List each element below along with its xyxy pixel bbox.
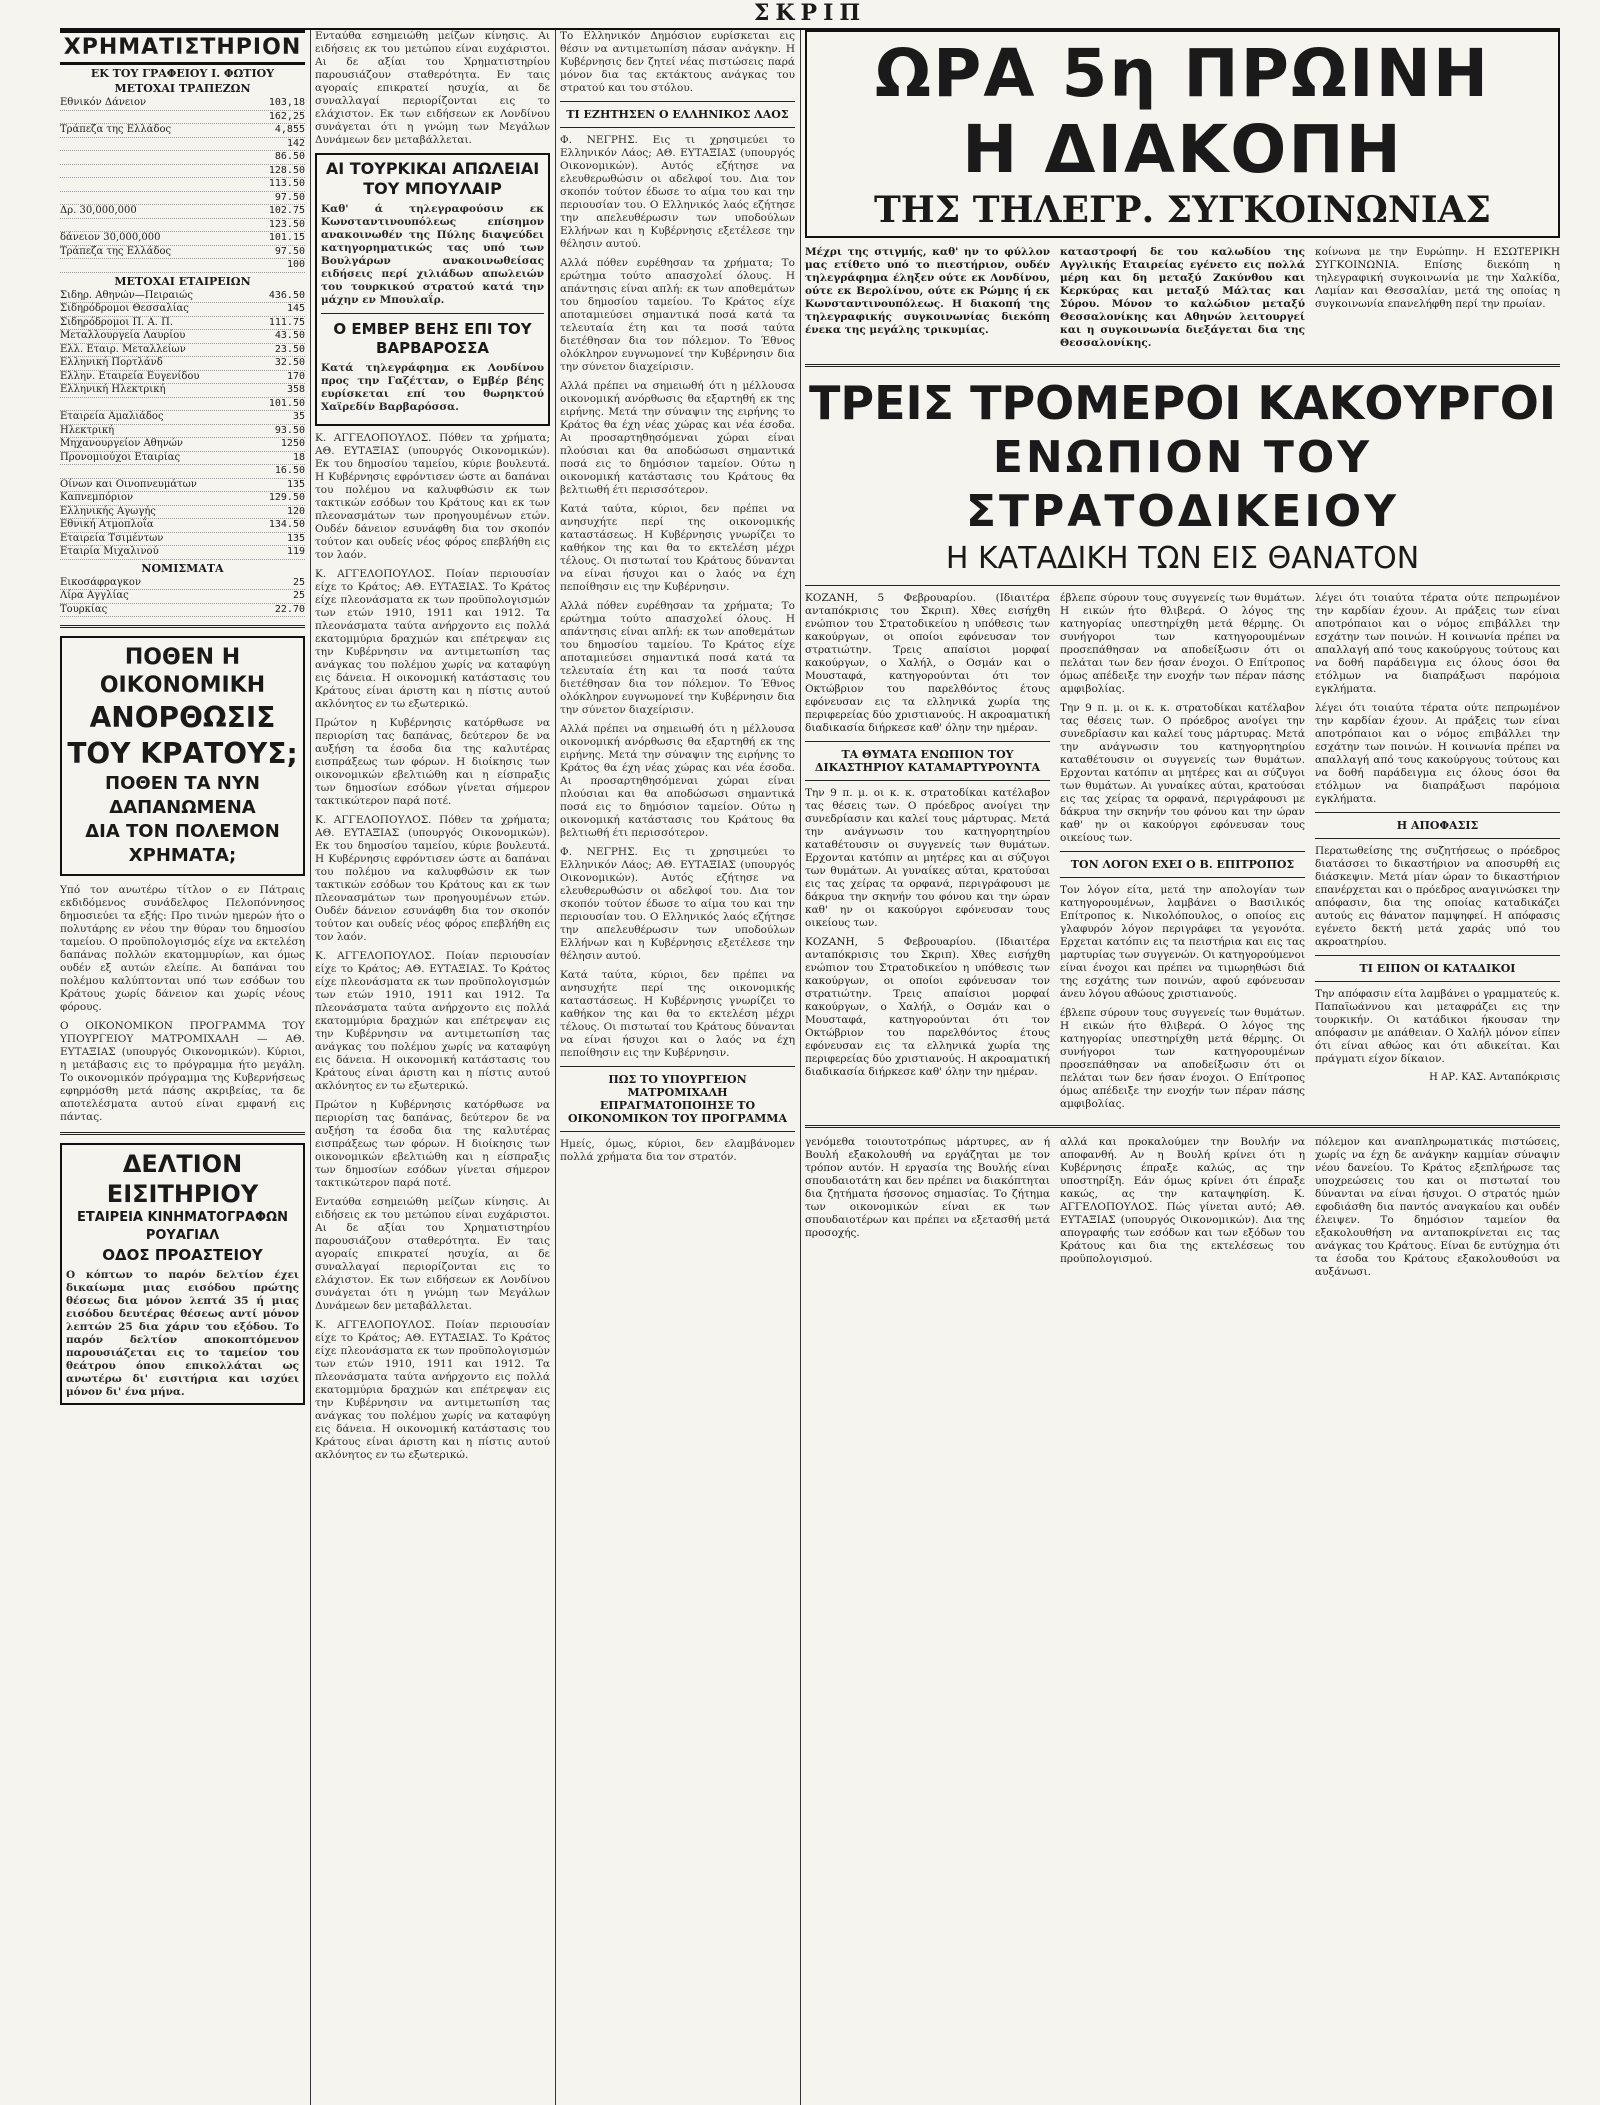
col3-text-6: Ημείς, όμως, κύριοι, δεν ελαμβάνομεν πολλά χρήματα δια τον στρατόν.: [560, 1138, 795, 1163]
market-row-value: 93.50: [274, 424, 305, 436]
col2-text-1b: Ενταύθα εσημειώθη μείζων κίνησις. Αι ειδήσεις εκ του μετώπου είναι ευχάριστοι. Αι δε αξίαι του Χρηματιστηρίου παρουσιάζουν σταθερότητα. Εν ταις αγοραίς επικρατεί ησυχία, αι δε συναλλαγαί περιορίζονται εις το ελάχιστον. Εκ των ειδήσεων εκ Λονδίνου συνάγεται ότι η γνώμη των Μεγάλων Δυνάμεων δεν μεταβάλλεται.: [315, 1196, 550, 1312]
market-row: [60, 371, 305, 385]
market-row-name: Εταιρεία Αμαλιάδος: [60, 411, 164, 422]
criminals-headline-3: Η ΚΑΤΑΔΙΚΗ ΤΩΝ ΕΙΣ ΘΑΝΑΤΟΝ: [945, 541, 1420, 576]
divider: [60, 1132, 305, 1135]
criminals-text-3: έβλεπε σύρουν τους συγγενείς των θυμάτων. Η εικών ήτο θλιβερά. Ο λόγος της κατηγορίας υπεστηρίχθη μετά θέρμης. Οι συνήγοροι των κατηγορουμένων προσεπάθησαν να αποδείξωσιν ότι οι πελάται των δεν ήσαν ένοχοι. Ο Επίτροπος όμως απέδειξε την ενοχήν των πέραν πάσης αμφιβολίας.: [1060, 592, 1305, 695]
criminals-text-2b: Την 9 π. μ. οι κ. κ. στρατοδίκαι κατέλαβον τας θέσεις των. Ο πρόεδρος ανοίγει την συνεδρίασιν και καλεί τους μάρτυρας. Μετά την ανάγνωσιν του κατηγορητηρίου καταθέτουσιν οι συγγενείς των θυμάτων. Ερχονται κατόπιν αι μητέρες και αι σύζυγοι των θυμάτων. Αι γυναίκες αύται, κρατούσαι εις τας χείρας τα ορφανά, περιγράφουσι με δάκρυα την σκηνήν του φόνου και την ώραν καθ' ην οι κακούργοι εφόνευσαν τους οικείους των.: [1060, 702, 1305, 844]
market-row: [60, 604, 305, 618]
telegraph-headline-3: ΤΗΣ ΤΗΛΕΓΡ. ΣΥΓΚΟΙΝΩΝΙΑΣ: [874, 189, 1491, 231]
turkish-losses-box: [315, 153, 550, 426]
col3-text-3: Αλλά πόθεν ευρέθησαν τα χρήματα; Το ερώτημα τούτο απασχολεί όλους. Η απάντησις είναι απλή: εκ των αποθεμάτων του δημοσίου ταμείου. Το Κράτος είχε αποταμιεύσει σημαντικά ποσά κατά τα τελευταία έτη και τα ποσά ταύτα διετέθησαν δια τον πόλεμον. Το Έθνος ολόκληρον ευγνωμονεί την Κυβέρνησιν δια την σύνετον διαχείρισιν.: [560, 257, 795, 373]
market-title: ΧΡΗΜΑΤΙΣΤΗΡΙΟΝ: [60, 30, 305, 65]
telegraph-body: [805, 246, 1560, 350]
bottom-right-body: [805, 1136, 1560, 1279]
divider: [805, 1125, 1560, 1128]
market-row: [60, 425, 305, 439]
divider: [60, 625, 305, 628]
market-row-name: Σιδηρ. Αθηνών—Πειραιώς: [60, 289, 193, 301]
stock-market-section: [60, 30, 305, 617]
divider: [1315, 812, 1560, 813]
market-row-value: 100: [286, 259, 305, 270]
market-row: [60, 506, 305, 520]
market-row: [60, 290, 305, 304]
divider: [1315, 981, 1560, 982]
market-row-name: Καπνεμπόριον: [60, 492, 134, 503]
market-row-name: Ελληνική Πορτλάνδ: [60, 357, 163, 368]
col2-text-3: Κ. ΑΓΓΕΛΟΠΟΥΛΟΣ. Ποίαν περιουσίαν είχε το Κράτος; ΑΘ. ΕΥΤΑΞΙΑΣ. Το Κράτος είχε πλεονάσματα εκ των προϋπολογισμών των ετών 1910, 1911 και 1912. Τα πλεονάσματα ταύτα ανήρχοντο εις πολλά εκατομμύρια δραχμών και επέτρεψαν εις την Κυβέρνησιν να αντιμετωπίση τας ανάγκας του πολέμου χωρίς να καταφύγη εις δάνεια. Η οικονομική κατάστασις του Κράτους είναι άριστη και η πίστις αυτού ακλόνητος εν τω εξωτερικώ.: [315, 568, 550, 710]
bottom-right-text-3: πόλεμον και αναπληρωματικάς πιστώσεις, χωρίς να έχη δε ανάγκην καμμίαν σύναψιν νέου δανείου. Το Κράτος εξεπλήρωσε τας υποχρεώσεις του και οι πιστωταί του δύνανται να είναι ήσυχοι. Ο στρατός ημών εφοδιάσθη δια παντός αναγκαίου και ουδέν έλειψεν. Το δημόσιον ταμείον θα εξακολουθήση να ανταποκρίνεται εις τας ανάγκας του Κράτους. Είναι δε ευτύχημα ότι τα έσοδα του Κράτους εξακολουθούσι να αυξάνωσι.: [1315, 1136, 1560, 1278]
divider: [1060, 851, 1305, 852]
market-row-name: Οίνων και Οινοπνευμάτων: [60, 478, 197, 490]
market-row-name: Ελλ. Εταιρ. Μεταλλείων: [60, 343, 186, 355]
market-row: [60, 303, 305, 317]
market-row-value: 102.75: [268, 205, 305, 216]
divider: [560, 127, 795, 128]
market-row: [60, 178, 305, 192]
market-row: [60, 492, 305, 506]
criminals-heading-1: ΤΑ ΘΥΜΑΤΑ ΕΝΩΠΙΟΝ ΤΟΥ ΔΙΚΑΣΤΗΡΙΟΥ ΚΑΤΑΜΑΡΤΥΡΟΥΝΤΑ: [814, 748, 1041, 774]
col2-text-3b: Κ. ΑΓΓΕΛΟΠΟΥΛΟΣ. Ποίαν περιουσίαν είχε το Κράτος; ΑΘ. ΕΥΤΑΞΙΑΣ. Το Κράτος είχε πλεονάσματα εκ των προϋπολογισμών των ετών 1910, 1911 και 1912. Τα πλεονάσματα ταύτα ανήρχοντο εις πολλά εκατομμύρια δραχμών και επέτρεψαν εις την Κυβέρνησιν να αντιμετωπίση τας ανάγκας του πολέμου χωρίς να καταφύγη εις δάνεια. Η οικονομική κατάστασις του Κράτους είναι άριστη και η πίστις αυτού ακλόνητος εν τω εξωτερικώ.: [315, 950, 550, 1092]
market-row-value: 135: [286, 478, 305, 490]
market-row: [60, 111, 305, 125]
market-row-value: 43.50: [274, 330, 305, 341]
enver-text: Κατά τηλεγράφημα εκ Λονδίνου προς την Γαζέτταν, ο Εμβέρ βέης ευρίσκεται επί του θωρηκτού Χαϊρεδίν Βαρβαρόσσα.: [321, 362, 544, 413]
market-row-name: Δρ. 30,000,000: [60, 205, 137, 216]
recovery-headline-2: ΑΝΟΡΘΩΣΙΣ ΤΟΥ ΚΡΑΤΟΥΣ;: [67, 701, 298, 770]
column-3: [560, 30, 795, 1170]
col3-text-2b: Φ. ΝΕΓΡΗΣ. Εις τι χρησιμεύει το Ελληνικόν Λάος; ΑΘ. ΕΥΤΑΞΙΑΣ (υπουργός Οικονομικών). Αυτός εζήτησε να ελευθερωθώσιν οι αδελφοί του. Δια τον σκοπόν τούτον έδωσε το αίμα του και την περιουσίαν του. Ο Ελληνικός λαός εζήτησε την απελευθέρωσιν των υποδούλων Ελλήνων και η Κυβέρνησις εξετέλεσε την θέλησιν αυτού.: [560, 846, 795, 962]
criminals-text-2: Την 9 π. μ. οι κ. κ. στρατοδίκαι κατέλαβον τας θέσεις των. Ο πρόεδρος ανοίγει την συνεδρίασιν και καλεί τους μάρτυρας. Μετά την ανάγνωσιν του κατηγορητηρίου καταθέτουσιν οι συγγενείς των θυμάτων. Ερχονται κατόπιν αι μητέρες και αι σύζυγοι των θυμάτων. Αι γυναίκες αύται, κρατούσαι εις τας χείρας τα ορφανά, περιγράφουσι με δάκρυα την σκηνήν του φόνου και την ώραν καθ' ην οι κακούργοι εφόνευσαν τους οικείους των.: [805, 787, 1050, 929]
column-divider: [800, 30, 801, 2105]
col3-text-5: Κατά ταύτα, κύριοι, δεν πρέπει να ανησυχήτε περί της οικονομικής καταστάσεως. Η Κυβέρνησις γνωρίζει το καθήκον της και θα το εκτελέση μέχρι τέλους. Οι πιστωταί του Κράτους δύνανται να είναι ήσυχοι και ο λαός να έχη πεποίθησιν εις την Κυβέρνησιν.: [560, 503, 795, 593]
right-section: [805, 30, 1560, 2105]
divider: [1060, 877, 1305, 878]
market-row-value: 128.50: [268, 164, 305, 176]
criminals-text-4: Τον λόγον είτα, μετά την απολογίαν των κατηγορουμένων, λαμβάνει ο Βασιλικός Επίτροπος κ. Νικολόπουλος, ο οποίος εις γλαφυρόν λόγον περιγράφει τα γεγονότα. Ερχεται κατόπιν εις τα πειστήρια και εις τας μαρτυρίας των συγγενών. Οι κατηγορούμενοι είναι ένοχοι και πρέπει να τιμωρηθώσι διά της εσχάτης των ποινών, αφού εφόνευσαν άνευ λόγου αθώους χριστιανούς.: [1060, 884, 1305, 1000]
divider: [805, 585, 1560, 586]
criminals-heading-4: ΤΙ ΕΙΠΟΝ ΟΙ ΚΑΤΑΔΙΚΟΙ: [1359, 962, 1516, 975]
ticket-title: ΔΕΛΤΙΟΝ ΕΙΣΙΤΗΡΙΟΥ: [106, 1150, 259, 1208]
bottom-right-text-2: αλλά και προκαλούμεν την Βουλήν να αποφανθή. Αν η Βουλή κρίνει ότι η Κυβέρνησις έπραξε καλώς, ας την υποστηρίξη. Εάν όμως κρίνει ότι έπραξε κακώς, ας την καταψηφίση. Κ. ΑΓΓΕΛΟΠΟΥΛΟΣ. Πώς γίνεται αυτό; ΑΘ. ΕΥΤΑΞΙΑΣ (υπουργός Οικονομικών). Δια της απογραφής των εσόδων και των εξόδων του Κράτους και δια της εκτελέσεως του προϋπολογισμού.: [1060, 1136, 1305, 1265]
market-row-value: 145: [286, 303, 305, 314]
telegraph-text-1: Μέχρι της στιγμής, καθ' ην το φύλλον μας ετίθετο υπό το πιεστήριον, ουδέν τηλεγράφημα έληξεν ούτε εκ Λονδίνου, ούτε εκ Βερολίνου, ούτε εκ Ρώμης ή εκ Κωνσταντινουπόλεως. Η διακοπή της τηλεγραφικής συγκοινωνίας διεκόπη ένεκα της μεγάλης τρικυμίας.: [805, 246, 1050, 336]
market-row-value: 16.50: [274, 465, 305, 476]
market-row-value: 142: [286, 137, 305, 149]
market-row-value: 35: [292, 411, 305, 422]
market-row: [60, 165, 305, 179]
criminals-heading-3: Η ΑΠΟΦΑΣΙΣ: [1396, 819, 1479, 832]
divider: [560, 1131, 795, 1132]
market-row: [60, 151, 305, 165]
market-row-value: 101.15: [268, 232, 305, 243]
newspaper-title: ΣΚΡΙΠ: [753, 0, 867, 26]
divider: [321, 313, 544, 314]
market-row: [60, 398, 305, 412]
market-row-name: Μεταλλουργεία Λαυρίου: [60, 330, 186, 341]
divider: [1315, 838, 1560, 839]
market-companies-heading: ΜΕΤΟΧΑΙ ΕΤΑΙΡΕΙΩΝ: [114, 274, 251, 288]
divider: [560, 1066, 795, 1067]
market-row-value: 170: [286, 370, 305, 382]
market-row: [60, 97, 305, 111]
recovery-headline-4: ΔΙΑ ΤΟΝ ΠΟΛΕΜΟΝ ΧΡΗΜΑΤΑ;: [85, 821, 280, 866]
market-currency-heading: ΝΟΜΙΣΜΑΤΑ: [141, 561, 224, 575]
market-row: [60, 479, 305, 493]
col3-heading-1: ΤΙ ΕΖΗΤΗΣΕΝ Ο ΕΛΛΗΝΙΚΟΣ ΛΑΟΣ: [566, 108, 789, 121]
market-row-value: 358: [286, 384, 305, 395]
ticket-company: ΕΤΑΙΡΕΙΑ ΚΙΝΗΜΑΤΟΓΡΑΦΩΝ ΡΟΥΑΓΙΑΛ: [77, 1210, 288, 1243]
market-row: [60, 590, 305, 604]
col2-text-4b: Πρώτον η Κυβέρνησις κατόρθωσε να περιορίση τας δαπάνας, δεύτερον δε να αυξήση τα έσοδα δια της καλυτέρας εισπράξεως των φόρων. Η διοίκησις των οικονομικών εβελτιώθη και η είσπραξις των δημοσίων εσόδων γίνεται σήμερον τακτικώτερον παρά ποτέ.: [315, 1099, 550, 1189]
criminals-text-1: ΚΟΖΑΝΗ, 5 Φεβρουαρίου. (Ιδιαιτέρα ανταπόκρισις του Σκριπ). Χθες εισήχθη ενώπιον του Στρατοδικείου η υπόθεσις των κακούργων, οι οποίοι εφόνευσαν τον στρατιώτην. Τρεις απαίσιοι μορφαί κακούργων, ο Χαλήλ, ο Οσμάν και ο Μουσταφά, κατηγορούνται ότι τον Οκτώβριον του παρελθόντος έτους εφόνευσαν εις τα ελληνικά χωρία της περιφερείας δύο χριστιανούς. Η ακροαματική διαδικασία διήρκεσε καθ' όλην την ημέραν.: [805, 592, 1050, 734]
telegraph-headline-box: [805, 30, 1560, 238]
col3-text-5b: Κατά ταύτα, κύριοι, δεν πρέπει να ανησυχήτε περί της οικονομικής καταστάσεως. Η Κυβέρνησις γνωρίζει το καθήκον της και θα το εκτελέση μέχρι τέλους. Οι πιστωταί του Κράτους δύνανται να είναι ήσυχοι και ο λαός να έχη πεποίθησιν εις την Κυβέρνησιν.: [560, 969, 795, 1059]
criminals-text-5b: λέγει ότι τοιαύτα τέρατα ούτε πεπρωμένον την καρδίαν έχουν. Αι πράξεις των είναι αποτρόπαιοι και ο νόμος επιβάλλει την εσχάτην των ποινών. Η κοινωνία πρέπει να απαλλαγή από τους κακούργους τούτους και να δοθή παράδειγμα εις όλους όσοι θα ετόλμων να διαπράξωσι παρόμοια εγκλήματα.: [1315, 702, 1560, 805]
telegraph-text-3: κοίνωνα με την Ευρώπην. Η ΕΣΩΤΕΡΙΚΗ ΣΥΓΚΟΙΝΩΝΙΑ. Επίσης διεκόπη η τηλεγραφική συγκοινωνία με την Χαλκίδα, Λαμίαν και Θεσσαλίαν, μετά της οποίας η συγκοινωνία επανελήφθη περί την πρωίαν.: [1315, 246, 1560, 310]
market-row: [60, 519, 305, 533]
market-row-value: 123.50: [268, 218, 305, 230]
market-row-value: 436.50: [268, 289, 305, 301]
market-row-value: 113.50: [268, 178, 305, 189]
col3-text-4b: Αλλά πρέπει να σημειωθή ότι η μέλλουσα οικονομική ανόρθωσις θα εξαρτηθή εκ της ειρήνης. Μετά την σύναψιν της ειρήνης το Κράτος θα έχη νέας χώρας και νέα έσοδα. Αι προσαρτηθησόμεναι χώραι είναι πλούσιαι και θα αποδώσωσι σημαντικά ποσά εις το δημόσιον ταμείον. Ούτω η οικονομική κατάστασις του Κράτους θα βελτιωθή έτι περισσότερον.: [560, 723, 795, 839]
criminals-heading-2: ΤΟΝ ΛΟΓΟΝ ΕΧΕΙ Ο Β. ΕΠΙΤΡΟΠΟΣ: [1070, 858, 1295, 871]
market-row: [60, 465, 305, 479]
recovery-headline-3: ΠΟΘΕΝ ΤΑ ΝΥΝ ΔΑΠΑΝΩΜΕΝΑ: [105, 773, 260, 818]
telegraph-headline-1: ΩΡΑ 5η ΠΡΩΙΝΗ: [874, 35, 1491, 112]
market-row: [60, 546, 305, 560]
column-2: [315, 30, 550, 1468]
recovery-headline-1: ΠΟΘΕΝ Η ΟΙΚΟΝΟΜΙΚΗ: [99, 645, 266, 698]
market-row-value: 1250: [280, 438, 305, 449]
market-banks-heading: ΜΕΤΟΧΑΙ ΤΡΑΠΕΖΩΝ: [114, 82, 251, 95]
market-row-name: Εταιρεία Τσιμέντων: [60, 532, 164, 544]
telegraph-text-2: καταστροφή δε του καλωδίου της Αγγλικής Εταιρείας εγένετο εις πολλά μέρη και δη μεταξύ Ζακύνθου και Κερκύρας και μεταξύ Μάλτας και Σύρου. Μόνον το καλώδιον μεταξύ Θεσσαλονίκης και Αθηνών λειτουργεί και η συγκοινωνία διεξάγεται δια της Θεσσαλονίκης.: [1060, 246, 1305, 349]
market-currency-list: [60, 577, 305, 618]
criminals-col-3: [1315, 592, 1560, 1117]
market-row-name: Τράπεζα της Ελλάδος: [60, 245, 172, 257]
market-row-name: Εθνικόν Δάνειον: [60, 97, 147, 108]
col3-text-1: Το Ελληνικόν Δημόσιον ευρίσκεται εις θέσιν να αντιμετωπίση πάσαν ανάγκην. Η Κυβέρνησις δεν ζητεί νέας πιστώσεις παρά μόνον δια τας εκτάκτους ανάγκας του στρατού και του στόλου.: [560, 30, 795, 94]
market-row-value: 32.50: [274, 357, 305, 368]
criminals-body: [805, 592, 1560, 1117]
market-row-value: 119: [286, 546, 305, 557]
market-row-value: 4,855: [274, 124, 305, 135]
divider: [805, 364, 1560, 367]
market-row: [60, 533, 305, 547]
market-row-value: 25: [292, 576, 305, 588]
criminals-col-1: [805, 592, 1050, 1117]
market-row-value: 23.50: [274, 343, 305, 355]
market-row-name: Σιδηρόδρομοι Θεσσαλίας: [60, 303, 189, 314]
market-row-name: δάνειον 30,000,000: [60, 232, 161, 243]
market-row: [60, 317, 305, 331]
market-row-value: 129.50: [268, 492, 305, 503]
column-1: [60, 30, 305, 1405]
market-row: [60, 205, 305, 219]
criminals-text-5: λέγει ότι τοιαύτα τέρατα ούτε πεπρωμένον την καρδίαν έχουν. Αι πράξεις των είναι αποτρόπαιοι και ο νόμος επιβάλλει την εσχάτην των ποινών. Η κοινωνία πρέπει να απαλλαγή από τους κακούργους τούτους και να δοθή παράδειγμα εις όλους όσοι θα ετόλμων να διαπράξωσι παρόμοια εγκλήματα.: [1315, 592, 1560, 695]
market-row-value: 86.50: [274, 151, 305, 162]
market-row-name: Ελληνική Ηλεκτρική: [60, 384, 166, 395]
market-row-value: 97.50: [274, 191, 305, 203]
market-row: [60, 438, 305, 452]
divider: [805, 780, 1050, 781]
criminals-text-1b: ΚΟΖΑΝΗ, 5 Φεβρουαρίου. (Ιδιαιτέρα ανταπόκρισις του Σκριπ). Χθες εισήχθη ενώπιον του Στρατοδικείου η υπόθεσις των κακούργων, οι οποίοι εφόνευσαν τον στρατιώτην. Τρεις απαίσιοι μορφαί κακούργων, ο Χαλήλ, ο Οσμάν και ο Μουσταφά, κατηγορούνται ότι τον Οκτώβριον του παρελθόντος έτους εφόνευσαν εις τα ελληνικά χωρία της περιφερείας δύο χριστιανούς. Η ακροαματική διαδικασία διήρκεσε καθ' όλην την ημέραν.: [805, 936, 1050, 1078]
col3-text-4: Αλλά πρέπει να σημειωθή ότι η μέλλουσα οικονομική ανόρθωσις θα εξαρτηθή εκ της ειρήνης. Μετά την σύναψιν της ειρήνης το Κράτος θα έχη νέας χώρας και νέα έσοδα. Αι προσαρτηθησόμεναι χώραι είναι πλούσιαι και θα αποδώσωσι σημαντικά ποσά εις το δημόσιον ταμείον. Ούτω η οικονομική κατάστασις του Κράτους θα βελτιωθή έτι περισσότερον.: [560, 380, 795, 496]
recovery-body: Υπό τον ανωτέρω τίτλον ο εν Πάτραις εκδιδόμενος συνάδελφος Πελοπόννησος δημοσιεύει τα εξής: Προ τινών ημερών ήτο ο πολυτάρης εν νέου την θύραν του δημοσίου ταμείου. Ο προϋπολογισμός είχε να εκτελέση δαπάνας πολλών εκατομμυρίων, και όμως ουδέν εξ αυτών ελείπε. Αι δαπάναι του πολέμου καλύπτονται υπό των εσόδων του Κράτους χωρίς δάνειον και χωρίς νέους φόρους.: [60, 884, 305, 1013]
market-row: [60, 232, 305, 246]
market-row-value: 97.50: [274, 245, 305, 257]
market-banks-list: [60, 97, 305, 273]
criminals-col-2: [1060, 592, 1305, 1117]
column-divider: [555, 30, 556, 2105]
market-row-name: Προνομιούχοι Εταιρίας: [60, 451, 181, 463]
market-row: [60, 452, 305, 466]
market-companies-list: [60, 290, 305, 560]
market-row-value: 101.50: [268, 397, 305, 409]
market-row: [60, 384, 305, 398]
telegraph-headline-2: Η ΔΙΑΚΟΠΗ: [962, 111, 1403, 188]
masthead: [60, 0, 1560, 30]
market-row-name: Ελληνικής Αγωγής: [60, 505, 156, 517]
market-row-value: 162,25: [268, 110, 305, 122]
ticket-text: Ο κόπτων το παρόν δελτίον έχει δικαίωμα μιας εισόδου πρώτης θέσεως δια μόνον λεπτά 35 ή μιας εισόδου δευτέρας θέσεως αντί μόνον λεπτών 25 δια χάριν του εξόδου. Το παρόν δελτίον αποκοπτόμενον παρουσιάζεται εις το ταμείον του θεάτρου όπου επικολλάται ως ανωτέρω δι' εισιτήρια και ισχύει μόνον δι' ένα μήνα.: [66, 1269, 299, 1398]
market-row-name: Μηχανουργείον Αθηνών: [60, 438, 184, 449]
criminals-signature: Η ΑΡ. ΚΑΣ. Ανταπόκρισις: [1429, 1072, 1560, 1083]
criminals-text-3b: έβλεπε σύρουν τους συγγενείς των θυμάτων. Η εικών ήτο θλιβερά. Ο λόγος της κατηγορίας υπεστηρίχθη μετά θέρμης. Οι συνήγοροι των κατηγορουμένων προσεπάθησαν να αποδείξωσιν ότι οι πελάται των δεν ήσαν ένοχοι. Ο Επίτροπος όμως απέδειξε την ενοχήν των πέραν πάσης αμφιβολίας.: [1060, 1007, 1305, 1110]
market-row-name: Εθνική Ατμοπλοΐα: [60, 519, 154, 530]
criminals-headline-2: ΕΝΩΠΙΟΝ ΤΟΥ ΣΤΡΑΤΟΔΙΚΕΙΟΥ: [965, 432, 1399, 537]
market-row: [60, 344, 305, 358]
market-row-value: 111.75: [268, 316, 305, 328]
market-row: [60, 138, 305, 152]
market-row: [60, 219, 305, 233]
turkish-losses-title: ΑΙ ΤΟΥΡΚΙΚΑΙ ΑΠΩΛΕΙΑΙ ΤΟΥ ΜΠΟΥΛΑΙΡ: [325, 159, 540, 198]
col2-text-4: Πρώτον η Κυβέρνησις κατόρθωσε να περιορίση τας δαπάνας, δεύτερον δε να αυξήση τα έσοδα δια της καλυτέρας εισπράξεως των φόρων. Η διοίκησις των οικονομικών εβελτιώθη και η είσπραξις των δημοσίων εσόδων γίνεται σήμερον τακτικώτερον παρά ποτέ.: [315, 717, 550, 807]
col3-heading-2: ΠΩΣ ΤΟ ΥΠΟΥΡΓΕΙΟΝ ΜΑΤΡΟΜΙΧΑΛΗ ΕΠΡΑΓΜΑΤΟΠΟΙΗΣΕ ΤΟ ΟΙΚΟΝΟΜΙΚΟΝ ΤΟΥ ΠΡΟΓΡΑΜΜΑ: [567, 1073, 788, 1125]
market-row: [60, 246, 305, 260]
recovery-headline-box: [60, 636, 305, 876]
bottom-right-text-1: γενόμεθα τοιουτοτρόπως μάρτυρες, αν ή Βουλή εξακολουθή να εργάζηται με τον τρόπον αυτόν. Η εργασία της Βουλής είναι σπουδαιοτάτη και δεν πρέπει να διακόπτηται δια ζητήματα ήσσονος σημασίας. Το ζήτημα των οικονομικών είναι εκ των σπουδαιοτέρων και πρέπει να εξετασθή μετά προσοχής.: [805, 1136, 1050, 1239]
col2-text-2b: Κ. ΑΓΓΕΛΟΠΟΥΛΟΣ. Πόθεν τα χρήματα; ΑΘ. ΕΥΤΑΞΙΑΣ (υπουργός Οικονομικών). Εκ του δημοσίου ταμείου, κύριε βουλευτά. Η Κυβέρνησις εφρόντισεν ώστε αι δαπάναι του πολέμου να καλυφθώσιν εκ των τακτικών εσόδων του Κράτους και εκ των πλεονασμάτων των προηγουμένων ετών. Ουδέν δάνειον εσυνάφθη δια τον σκοπόν τούτον και ουδείς νέος φόρος επεβλήθη εις τον λαόν.: [315, 814, 550, 943]
market-row: [60, 411, 305, 425]
market-row-value: 18: [292, 451, 305, 463]
market-row: [60, 357, 305, 371]
divider: [560, 101, 795, 102]
column-divider: [310, 30, 311, 2105]
market-row-name: Σιδηρόδρομοι Π. Α. Π.: [60, 316, 173, 328]
market-row: [60, 259, 305, 273]
market-row-value: 103,18: [268, 97, 305, 108]
market-row-value: 120: [286, 505, 305, 517]
col3-text-3b: Αλλά πόθεν ευρέθησαν τα χρήματα; Το ερώτημα τούτο απασχολεί όλους. Η απάντησις είναι απλή: εκ των αποθεμάτων του δημοσίου ταμείου. Το Κράτος είχε αποταμιεύσει σημαντικά ποσά κατά τα τελευταία έτη και τα ποσά ταύτα διετέθησαν δια τον πόλεμον. Το Έθνος ολόκληρον ευγνωμονεί την Κυβέρνησιν δια την σύνετον διαχείρισιν.: [560, 600, 795, 716]
market-row: [60, 330, 305, 344]
criminals-headline-block: [805, 375, 1560, 579]
market-row: [60, 124, 305, 138]
recovery-program-body: Ο ΟΙΚΟΝΟΜΙΚΟΝ ΠΡΟΓΡΑΜΜΑ ΤΟΥ ΥΠΟΥΡΓΕΙΟΥ ΜΑΤΡΟΜΙΧΑΛΗ — ΑΘ. ΕΥΤΑΞΙΑΣ (υπουργός Οικονομικών). Κύριοι, η μετάβασις εις το πρόγραμμα ήτο μεγάλη. Το οικονομικόν πρόγραμμα της Κυβερνήσεως εφηρμόσθη μετά πάσης ακριβείας, τα δε αποτελέσματα αυτού είναι εμφανή εις πάντας.: [60, 1020, 305, 1123]
col2-text-2: Κ. ΑΓΓΕΛΟΠΟΥΛΟΣ. Πόθεν τα χρήματα; ΑΘ. ΕΥΤΑΞΙΑΣ (υπουργός Οικονομικών). Εκ του δημοσίου ταμείου, κύριε βουλευτά. Η Κυβέρνησις εφρόντισεν ώστε αι δαπάναι του πολέμου να καλυφθώσιν εκ των τακτικών εσόδων του Κράτους και εκ των πλεονασμάτων των προηγουμένων ετών. Ουδέν δάνειον εσυνάφθη δια τον σκοπόν τούτον και ουδείς νέος φόρος επεβλήθη εις τον λαόν.: [315, 432, 550, 561]
col2-text-3c: Κ. ΑΓΓΕΛΟΠΟΥΛΟΣ. Ποίαν περιουσίαν είχε το Κράτος; ΑΘ. ΕΥΤΑΞΙΑΣ. Το Κράτος είχε πλεονάσματα εκ των προϋπολογισμών των ετών 1910, 1911 και 1912. Τα πλεονάσματα ταύτα ανήρχοντο εις πολλά εκατομμύρια δραχμών και επέτρεψαν εις την Κυβέρνησιν να αντιμετωπίση τας ανάγκας του πολέμου χωρίς να καταφύγη εις δάνεια. Η οικονομική κατάστασις του Κράτους είναι άριστη και η πίστις αυτού ακλόνητος εν τω εξωτερικώ.: [315, 1319, 550, 1461]
enver-title: Ο ΕΜΒΕΡ ΒΕΗΣ ΕΠΙ ΤΟΥ ΒΑΡΒΑΡΟΣΣΑ: [333, 320, 532, 357]
criminals-text-6: Περατωθείσης της συζητήσεως ο πρόεδρος διατάσσει το δικαστήριον να αποσυρθή εις διάσκεψιν. Μετά μίαν ώραν το δικαστήριον επανέρχεται και ο πρόεδρος αναγινώσκει την απόφασιν, δια της οποίας καταδικάζει αυτούς εις θάνατον παμψηφεί. Η απόφασις εγένετο δεκτή μετά χαράς υπό του ακροατηρίου.: [1315, 845, 1560, 948]
market-row-name: Λίρα Αγγλίας: [60, 590, 129, 601]
newspaper-page: [60, 0, 1560, 2105]
criminals-text-7: Την απόφασιν είτα λαμβάνει ο γραμματεύς κ. Παπαϊωάννου και μεταφράζει εις την τουρκικήν. Οι κατάδικοι ήκουσαν την απόφασιν με απάθειαν. Ο Χαλήλ μόνον είπεν ότι είναι αθώος και ότι αδικείται. Και πράγματι είχον δίκαιον.: [1315, 988, 1560, 1065]
market-row-value: 22.70: [274, 603, 305, 615]
market-row-name: Ηλεκτρική: [60, 424, 115, 436]
divider: [1315, 955, 1560, 956]
market-row-name: Εταιρία Μιχαλινού: [60, 546, 159, 557]
market-row-name: Ελλην. Εταιρεία Ευγενίδου: [60, 370, 200, 382]
ticket-coupon: [60, 1143, 305, 1405]
col2-text-1: Ενταύθα εσημειώθη μείζων κίνησις. Αι ειδήσεις εκ του μετώπου είναι ευχάριστοι. Αι δε αξίαι του Χρηματιστηρίου παρουσιάζουν σταθερότητα. Εν ταις αγοραίς επικρατεί ησυχία, αι δε συναλλαγαί περιορίζονται εις το ελάχιστον. Εκ των ειδήσεων εκ Λονδίνου συνάγεται ότι η γνώμη των Μεγάλων Δυνάμεων δεν μεταβάλλεται.: [315, 30, 550, 146]
market-row-name: Τράπεζα της Ελλάδος: [60, 124, 172, 135]
market-row-value: 135: [286, 532, 305, 544]
criminals-headline-1: ΤΡΕΙΣ ΤΡΟΜΕΡΟΙ ΚΑΚΟΥΡΓΟΙ: [809, 376, 1556, 430]
market-row-name: Εικοσάφραγκον: [60, 576, 142, 588]
market-row-value: 134.50: [268, 519, 305, 530]
market-row-name: Τουρκίας: [60, 603, 108, 615]
market-source: ΕΚ ΤΟΥ ΓΡΑΦΕΙΟΥ Ι. ΦΩΤΙΟΥ: [90, 67, 275, 80]
col3-text-2: Φ. ΝΕΓΡΗΣ. Εις τι χρησιμεύει το Ελληνικόν Λάος; ΑΘ. ΕΥΤΑΞΙΑΣ (υπουργός Οικονομικών). Αυτός εζήτησε να ελευθερωθώσιν οι αδελφοί του. Δια τον σκοπόν τούτον έδωσε το αίμα του και την περιουσίαν του. Ο Ελληνικός λαός εζήτησε την απελευθέρωσιν των υποδούλων Ελλήνων και η Κυβέρνησις εξετέλεσε την θέλησιν αυτού.: [560, 134, 795, 250]
turkish-losses-text: Καθ' ά τηλεγραφούσιν εκ Κωνσταντινουπόλεως επίσημον ανακοινωθέν της Πύλης διαψεύδει κατηγορηματικώς τας υπό των Βουλγάρων ανακοινωθείσας ειδήσεις περί χιλιάδων απωλειών του τουρκικού στρατού κατά την μάχην εν Μπουλαΐρ.: [321, 203, 544, 306]
market-row: [60, 577, 305, 591]
ticket-street: ΟΔΟΣ ΠΡΟΑΣΤΕΙΟΥ: [102, 1246, 263, 1264]
market-row-value: 25: [292, 590, 305, 601]
market-row: [60, 192, 305, 206]
divider: [805, 741, 1050, 742]
